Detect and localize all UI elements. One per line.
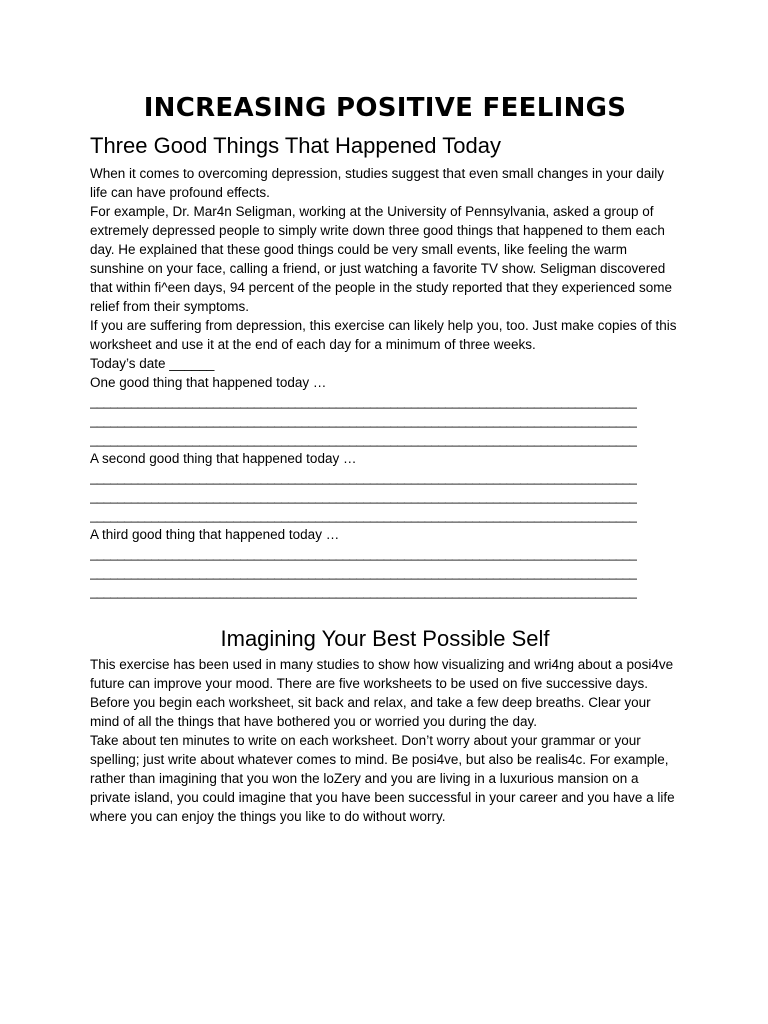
prompt-third-good-thing: A third good thing that happened today … bbox=[90, 527, 340, 542]
document-page bbox=[90, 90, 680, 826]
prompt-first-good-thing: One good thing that happened today … bbox=[90, 375, 327, 390]
intro-paragraph: When it comes to overcoming depression, studies suggest that even small changes in your daily life can have profound effects. bbox=[90, 166, 665, 200]
prompt-second-good-thing: A second good thing that happened today … bbox=[90, 451, 357, 466]
best-self-instruction-paragraph: Take about ten minutes to write on each worksheet. Don’t worry about your grammar or your spelling; just write about whatever comes to mind. Be posi4ve, but also be realis4c. For example, rather than imagining that you won the loZery and you are living in a luxurious mansion on a private island, you could imagine that you have been successful in your career and you have a life where you can enjoy the things you like to do without worry. bbox=[90, 733, 675, 824]
page-title: INCREASING POSITIVE FEELINGS bbox=[143, 93, 627, 123]
best-self-intro-paragraph: This exercise has been used in many studies to show how visualizing and wri4ng about a posi4ve future can improve your mood. There are five worksheets to be used on five successive days. Before you begin each worksheet, sit back and relax, and take a few deep breaths. Clear your mind of all the things that have bothered you or worried you during the day. bbox=[90, 657, 674, 729]
write-line: ________________________________________________________________________________ bbox=[90, 584, 637, 599]
section-heading-best-possible-self: Imagining Your Best Possible Self bbox=[220, 626, 550, 651]
write-line: ________________________________________________________________________________ bbox=[90, 508, 637, 523]
write-line: ________________________________________________________________________________ bbox=[90, 394, 637, 409]
write-line: ________________________________________________________________________________ bbox=[90, 565, 637, 580]
date-field-label: Today’s date ______ bbox=[90, 356, 215, 371]
write-line: ________________________________________________________________________________ bbox=[90, 432, 637, 447]
write-line: ________________________________________________________________________________ bbox=[90, 546, 637, 561]
section-heading-three-good-things: Three Good Things That Happened Today bbox=[90, 133, 501, 158]
write-line: ________________________________________________________________________________ bbox=[90, 413, 637, 428]
write-line: ________________________________________________________________________________ bbox=[90, 489, 637, 504]
example-paragraph: For example, Dr. Mar4n Seligman, working at the University of Pennsylvania, asked a group of extremely depressed people to simply write down three good things that happened to them each day. He explained that these good things could be very small events, like feeling the warm sunshine on your face, calling a friend, or just watching a favorite TV show. Seligman discovered that within fi^een days, 94 percent of the people in the study reported that they experienced some relief from their symptoms. bbox=[90, 204, 672, 314]
instruction-paragraph: If you are suffering from depression, this exercise can likely help you, too. Just make copies of this worksheet and use it at the end of each day for a minimum of three weeks. bbox=[90, 318, 677, 352]
write-line: ________________________________________________________________________________ bbox=[90, 470, 637, 485]
